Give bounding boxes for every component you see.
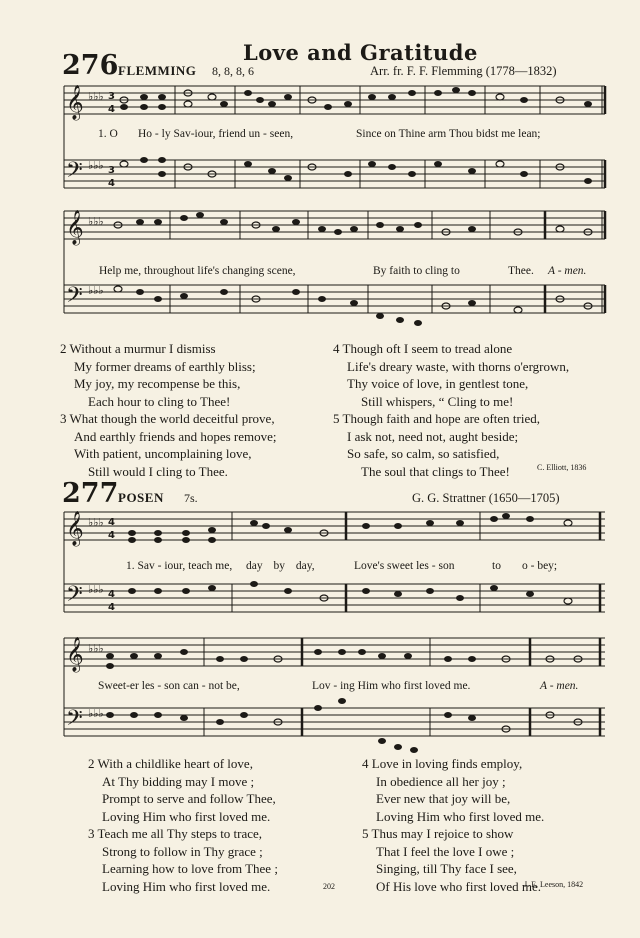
lyric-277-line1-b: day by day, — [246, 560, 315, 572]
lyric-277-line1-d: to — [492, 560, 501, 572]
lyric-276-line2-b: By faith to cling to — [373, 265, 460, 277]
verses-276-right: 4 Though oft I seem to tread alone Life's dreary waste, with thorns o'ergrown, Thy voice of love, in gentlest tone, Still whispers, “ Cling to me! 5 Though faith and hope are often tried, I ask not, need not, aught beside; So safe, so calm, so satisfied, The soul that clings to Thee! — [333, 341, 570, 479]
lyric-276-line1-c: Since on Thine arm Thou bidst me lean; — [356, 128, 541, 140]
lyric-276-line2-a: Help me, throughout life's changing scene, — [99, 265, 296, 277]
svg-text:3: 3 — [108, 165, 115, 176]
author-276: C. Elliott, 1836 — [537, 463, 587, 472]
lyric-277-line1-e: o - bey; — [522, 560, 558, 572]
svg-text:♭♭♭: ♭♭♭ — [88, 215, 104, 228]
svg-text:4: 4 — [108, 517, 115, 528]
svg-text:♭♭♭: ♭♭♭ — [88, 159, 104, 172]
svg-text:𝄞: 𝄞 — [66, 511, 84, 546]
lyric-277-line1-a: 1. Sav - iour, teach me, — [126, 560, 233, 572]
hymn-number-276: 276 — [62, 50, 119, 81]
verses-277-right: 4 Love in loving finds employ, In obedience all her joy ; Ever new that joy will be, Loving Him who first loved me. 5 Thus may I rejoice to show That I feel the love I owe ; Singing, till Thy face I see, Of His love who first loved me. — [362, 756, 545, 894]
svg-text:𝄞: 𝄞 — [66, 85, 84, 120]
lyric-277-line1-c: Love's sweet les - son — [354, 560, 455, 572]
lyric-276-line1-a: 1. O — [98, 128, 118, 140]
lyric-276-line1-b: Ho - ly Sav-iour, friend un - seen, — [138, 128, 294, 140]
svg-text:𝄢: 𝄢 — [66, 283, 83, 313]
svg-text:♭♭♭: ♭♭♭ — [88, 707, 104, 720]
music-system-276-1 — [60, 80, 620, 200]
lyric-276-line2-c: Thee. — [508, 265, 534, 277]
svg-text:♭♭♭: ♭♭♭ — [88, 284, 104, 297]
svg-text:4: 4 — [108, 602, 115, 613]
svg-text:3: 3 — [108, 91, 115, 102]
composer-277: G. G. Strattner (1650—1705) — [412, 491, 560, 505]
music-system-277-2 — [60, 632, 620, 762]
page-number: 202 — [323, 882, 335, 891]
page-title: Love and Gratitude — [243, 40, 478, 65]
lyric-277-amen: A - men. — [540, 680, 579, 692]
svg-text:♭♭♭: ♭♭♭ — [88, 516, 104, 529]
meter-276: 8, 8, 8, 6 — [212, 64, 254, 78]
svg-text:𝄢: 𝄢 — [66, 158, 83, 188]
hymn-number-277: 277 — [62, 478, 119, 509]
svg-text:𝄢: 𝄢 — [66, 706, 83, 736]
svg-text:𝄢: 𝄢 — [66, 582, 83, 612]
svg-text:𝄞: 𝄞 — [66, 637, 84, 672]
svg-text:♭♭♭: ♭♭♭ — [88, 90, 104, 103]
svg-text:4: 4 — [108, 178, 115, 189]
lyric-277-line2-a: Sweet-er les - son can - not be, — [98, 680, 240, 692]
tune-name-posen: POSEN — [118, 490, 164, 505]
tune-name-flemming: FLEMMING — [118, 63, 197, 78]
svg-text:4: 4 — [108, 104, 115, 115]
meter-277: 7s. — [184, 491, 198, 505]
svg-text:♭♭♭: ♭♭♭ — [88, 642, 104, 655]
svg-text:𝄞: 𝄞 — [66, 210, 84, 245]
lyric-276-amen: A - men. — [548, 265, 587, 277]
verses-276-left: 2 Without a murmur I dismiss My former dreams of earthly bliss; My joy, my recompense be this, Each hour to cling to Thee! 3 What though the world deceitful prove, And earthly friends and hopes remove; With patient, uncomplaining love, Still would I cling to Thee. — [60, 341, 277, 479]
composer-276: Arr. fr. F. F. Flemming (1778—1832) — [370, 64, 557, 78]
svg-text:4: 4 — [108, 530, 115, 541]
svg-text:4: 4 — [108, 589, 115, 600]
lyric-277-line2-b: Lov - ing Him who first loved me. — [312, 680, 471, 692]
svg-text:♭♭♭: ♭♭♭ — [88, 583, 104, 596]
author-277: J. E. Leeson, 1842 — [524, 880, 584, 889]
verses-277-left: 2 With a childlike heart of love, At Thy bidding may I move ; Prompt to serve and follow Thee, Loving Him who first loved me. 3 Teach me all Thy steps to trace, Strong to follow in Thy grace ; Learning how to love from Thee ; Loving Him who first loved me. — [88, 756, 278, 894]
noteheads-bass — [120, 157, 592, 184]
